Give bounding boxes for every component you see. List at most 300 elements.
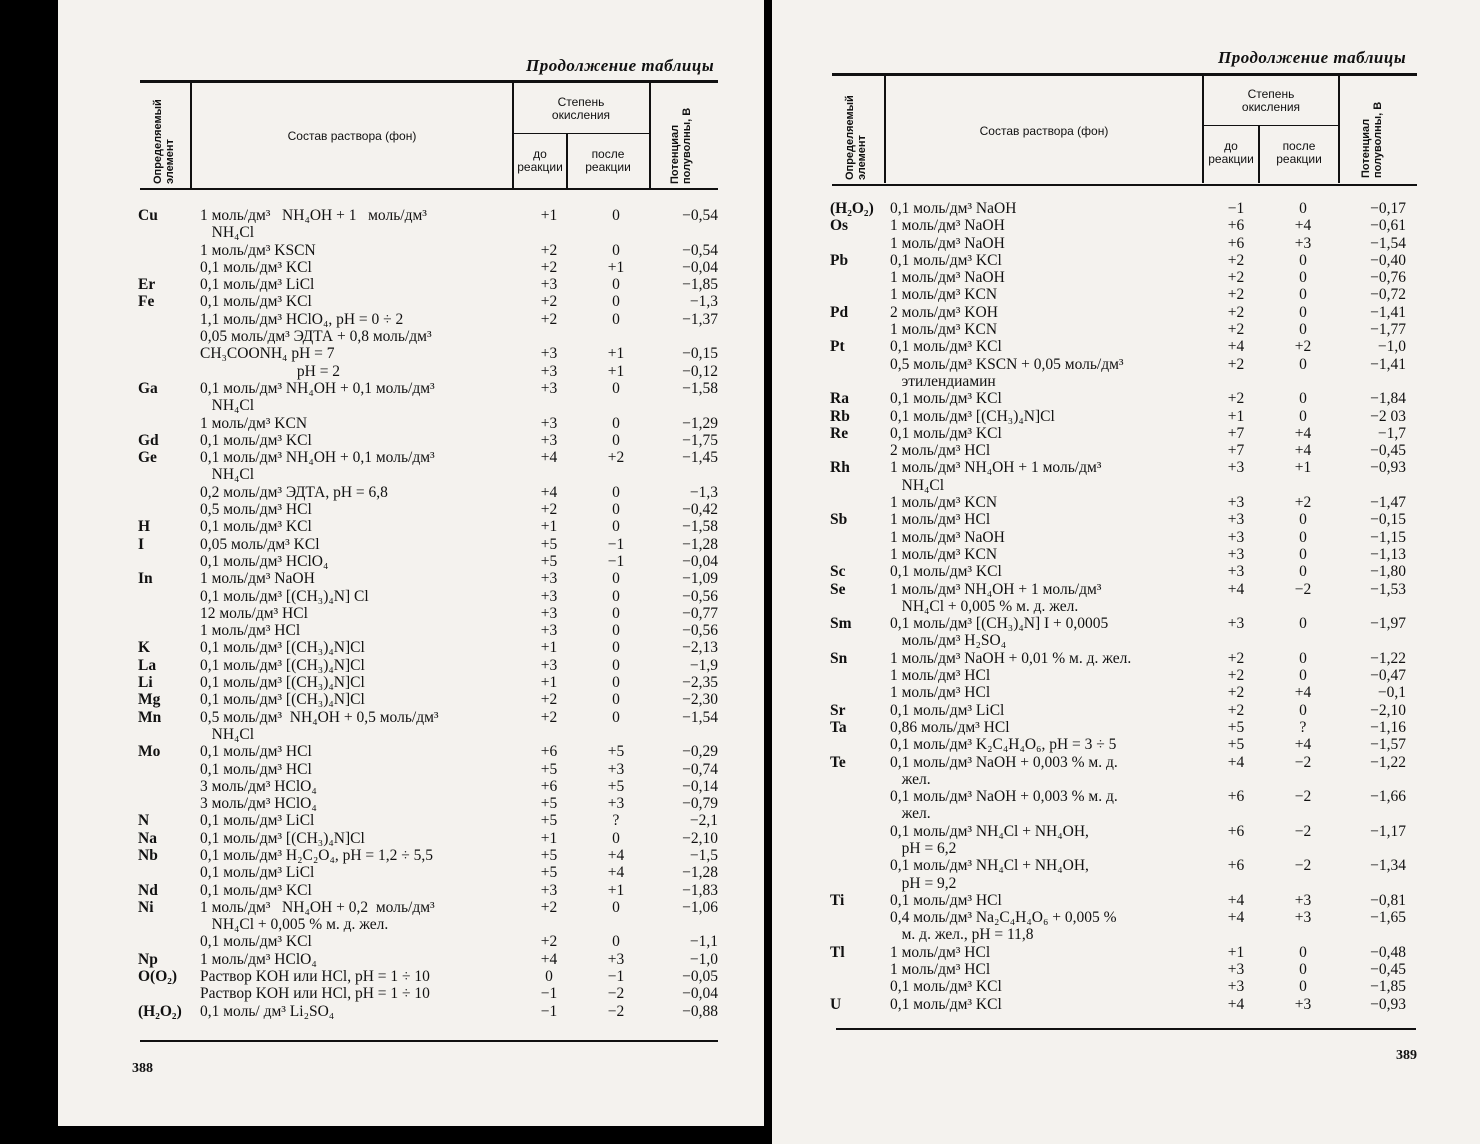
element-cell: Ga (138, 379, 158, 397)
composition-cell: 0,1 моль/дм³ KCl (890, 424, 1002, 442)
element-cell: Sm (830, 615, 852, 633)
potential-cell: −0,05 (682, 968, 718, 986)
element-cell: (H₂O₂) (138, 1002, 182, 1020)
element-cell (138, 415, 200, 432)
composition-cell: 1 моль/дм³ KCN (200, 414, 308, 432)
potential-cell: −1,28 (682, 535, 718, 553)
potential-cell: −1,13 (1370, 545, 1406, 563)
potential-cell: −1,29 (682, 414, 718, 432)
table-row (138, 691, 718, 708)
ox-after-cell: −2 (1294, 788, 1312, 806)
composition-cell: 0,1 моль/дм³ H₂C₂O₄, pH = 1,2 ÷ 5,5 (200, 846, 434, 864)
potential-cell: −1,41 (1370, 303, 1406, 321)
ox-before-cell: +4 (1227, 995, 1245, 1013)
potential-cell: −0,54 (682, 241, 718, 259)
ox-after-cell: −2 (1294, 580, 1312, 598)
ox-before-cell: −1 (1227, 200, 1245, 217)
potential-cell: −0,93 (1370, 459, 1406, 477)
composition-cell: 1 моль/дм³ NH₄OH + 1 моль/дм³ (890, 580, 1102, 598)
potential-cell: −0,81 (1370, 891, 1406, 909)
header-before: до реакции (1208, 139, 1254, 166)
ox-before-cell: +3 (540, 345, 558, 363)
composition-cell: NH₄Cl (890, 476, 945, 494)
element-cell: Mo (138, 743, 161, 761)
potential-cell (1342, 926, 1406, 943)
composition-cell: 0,1 моль/дм³ HCl (200, 743, 312, 761)
element-cell (138, 311, 200, 328)
table-row (138, 259, 718, 276)
ox-after-cell: 0 (1299, 649, 1307, 667)
table-row (830, 286, 1406, 303)
table-row (830, 823, 1406, 840)
composition-cell: моль/дм³ H₂SO₄ (890, 632, 1007, 650)
element-cell (138, 622, 200, 639)
ox-after-cell: 0 (612, 241, 620, 259)
composition-cell: 3 моль/дм³ HClO₄ (200, 777, 317, 795)
ox-after-cell: 0 (1299, 563, 1307, 581)
table-row (138, 276, 718, 293)
table-row (138, 570, 718, 587)
composition-cell: 0,1 моль/дм³ KCl (890, 978, 1002, 996)
ox-before-cell: +3 (1227, 528, 1245, 546)
ox-after-cell (576, 466, 656, 483)
table-row (138, 968, 718, 985)
potential-cell: −1,57 (1370, 736, 1406, 754)
ox-after-cell: +3 (1294, 891, 1312, 909)
header-oxidation: Степень окисления (1241, 87, 1301, 114)
potential-cell: −2,30 (682, 691, 718, 709)
composition-cell: CH₃COONH₄ pH = 7 (200, 345, 335, 363)
composition-cell: 0,1 моль/дм³ KCl (200, 431, 312, 449)
potential-cell: −1,80 (1370, 563, 1406, 581)
potential-cell (1342, 598, 1406, 615)
element-cell (830, 840, 890, 857)
potential-cell: −1,7 (1377, 424, 1406, 442)
table-row (138, 363, 718, 380)
ox-after-cell: +3 (1294, 234, 1312, 252)
composition-cell: 2 моль/дм³ KOH (890, 303, 998, 321)
element-cell: Re (830, 424, 849, 442)
ox-after-cell: +4 (607, 846, 625, 864)
ox-after-cell: 0 (1299, 961, 1307, 979)
table-row (830, 511, 1406, 528)
potential-cell (1342, 373, 1406, 390)
element-cell (830, 321, 890, 338)
element-cell: N (138, 812, 150, 830)
potential-cell: −1,28 (682, 864, 718, 882)
composition-cell: 0,1 моль/дм³ [(CH₃)₄N]Cl (200, 674, 365, 692)
ox-after-cell (1264, 598, 1342, 615)
table-row (830, 356, 1406, 373)
potential-cell: −1,41 (1370, 355, 1406, 373)
potential-cell: −1,58 (682, 379, 718, 397)
potential-cell: −1,15 (1370, 528, 1406, 546)
potential-cell: −1,53 (1370, 580, 1406, 598)
ox-before-cell: +2 (540, 293, 558, 311)
ox-after-cell: 0 (612, 604, 620, 622)
composition-cell: 0,1 моль/дм³ NH₄Cl + NH₄OH, (890, 822, 1089, 840)
header-potential: Потенциал полуволны, В (1360, 101, 1384, 178)
potential-cell: −1,3 (689, 483, 718, 501)
table-row (830, 252, 1406, 269)
table-row (830, 996, 1406, 1013)
potential-cell: −1,37 (682, 310, 718, 328)
potential-cell: −0,56 (682, 622, 718, 640)
element-cell: Ni (138, 898, 154, 916)
composition-cell: 0,1 моль/дм³ KCl (200, 293, 312, 311)
composition-cell: 0,1 моль/дм³ LiCl (200, 864, 315, 882)
ox-before-cell: +4 (1227, 580, 1245, 598)
ox-after-cell (1264, 805, 1342, 822)
table-row (138, 639, 718, 656)
table-row (830, 304, 1406, 321)
ox-after-cell: ? (612, 812, 620, 830)
composition-cell: 1 моль/дм³ KCN (890, 494, 998, 512)
potential-cell: −0,93 (1370, 995, 1406, 1013)
table-row (830, 546, 1406, 563)
ox-after-cell: 0 (612, 276, 620, 294)
ox-after-cell (1264, 875, 1342, 892)
table-row (138, 795, 718, 812)
composition-cell: 1 моль/дм³ NaOH + 0,01 % м. д. жел. (890, 649, 1132, 667)
potential-cell: −0,45 (1370, 442, 1406, 460)
ox-after-cell: 0 (612, 431, 620, 449)
potential-cell: −0,61 (1370, 217, 1406, 235)
ox-after-cell (1264, 477, 1342, 494)
table-row (830, 909, 1406, 926)
element-cell: Gd (138, 431, 159, 449)
page-number: 389 (1396, 1048, 1417, 1063)
table-row (830, 805, 1406, 822)
table-row (138, 397, 718, 414)
potential-cell: −2,35 (682, 674, 718, 692)
ox-before-cell: +3 (1227, 459, 1245, 477)
ox-after-cell: 0 (1299, 943, 1307, 961)
header-oxidation: Степень окисления (551, 95, 611, 122)
ox-after-cell: 0 (1299, 200, 1307, 217)
element-cell: O(O₂) (138, 968, 178, 986)
ox-before-cell: +4 (540, 449, 558, 467)
element-cell (138, 484, 200, 501)
table-row (138, 657, 718, 674)
potential-cell: −1,0 (689, 950, 718, 968)
table-row (138, 449, 718, 466)
ox-after-cell: −2 (1294, 822, 1312, 840)
ox-before-cell: +6 (540, 777, 558, 795)
ox-before-cell: +2 (1227, 667, 1245, 685)
composition-cell: 0,4 моль/дм³ Na₂C₄H₄O₆ + 0,005 % (890, 909, 1117, 927)
potential-cell: −1,97 (1370, 615, 1406, 633)
table-body (138, 207, 718, 1020)
element-cell (830, 978, 890, 995)
element-cell: Cu (138, 207, 158, 224)
composition-cell: 1 моль/дм³ HCl (200, 622, 301, 640)
ox-before-cell: +3 (1227, 978, 1245, 996)
element-cell: Fe (138, 293, 155, 311)
table-row (830, 857, 1406, 874)
element-cell: Er (138, 276, 156, 294)
composition-cell: 0,1 моль/дм³ HCl (890, 891, 1002, 909)
potential-cell: −0,04 (682, 258, 718, 276)
element-cell (830, 598, 890, 615)
ox-before-cell: +2 (1227, 684, 1245, 702)
potential-cell: −1,09 (682, 570, 718, 588)
potential-cell: −1,1 (689, 933, 718, 951)
table-row (830, 563, 1406, 580)
ox-before-cell: +3 (540, 414, 558, 432)
composition-cell: 0,1 моль/дм³ KCl (890, 338, 1002, 356)
header-divider (649, 82, 651, 188)
ox-before-cell: +4 (1227, 753, 1245, 771)
composition-cell: 1 моль/дм³ HCl (890, 684, 991, 702)
table-row (138, 847, 718, 864)
ox-before-cell: +2 (540, 241, 558, 259)
element-cell: Ti (830, 891, 845, 909)
composition-cell: 0,1 моль/дм³ LiCl (890, 701, 1005, 719)
ox-before-cell: +3 (1227, 615, 1245, 633)
table-row (830, 667, 1406, 684)
table-row (830, 632, 1406, 649)
header-subrule (513, 133, 649, 134)
composition-cell: 1 моль/дм³ HCl (890, 943, 991, 961)
ox-before-cell: +3 (540, 604, 558, 622)
composition-cell: жел. (890, 805, 931, 823)
element-cell (138, 916, 200, 933)
ox-before-cell: +7 (1227, 442, 1245, 460)
composition-cell: этилендиамин (890, 372, 996, 390)
header-bottom-rule (832, 184, 1417, 186)
element-cell (138, 985, 200, 1002)
ox-before-cell: +3 (540, 881, 558, 899)
ox-after-cell: 0 (1299, 355, 1307, 373)
ox-before-cell (1208, 477, 1264, 494)
composition-cell: 1 моль/дм³ HCl (890, 961, 991, 979)
composition-cell: 1 моль/дм³ NH₄OH + 1 моль/дм³ (200, 207, 427, 224)
table-top-rule (832, 73, 1417, 76)
ox-before-cell: +2 (540, 501, 558, 519)
potential-cell: −0,76 (1370, 269, 1406, 287)
element-cell: Pb (830, 251, 849, 269)
element-cell: U (830, 995, 842, 1013)
ox-before-cell (522, 466, 576, 483)
composition-cell: 0,1 моль/дм³ KCl (890, 995, 1002, 1013)
header-subrule (1203, 125, 1338, 126)
composition-cell: 0,1 моль/дм³ KCl (200, 518, 312, 536)
table-row (138, 588, 718, 605)
table-row (138, 553, 718, 570)
element-cell (830, 477, 890, 494)
composition-cell: pH = 2 (200, 362, 341, 380)
element-cell (138, 933, 200, 950)
ox-before-cell: +4 (540, 483, 558, 501)
composition-cell: 0,1 моль/дм³ [(CH₃)₄N] Cl (200, 587, 369, 605)
table-row (138, 345, 718, 362)
potential-cell: −0,42 (682, 501, 718, 519)
ox-after-cell: 0 (1299, 390, 1307, 408)
composition-cell: 0,1 моль/дм³ K₂C₄H₄O₆, pH = 3 ÷ 5 (890, 736, 1117, 754)
ox-before-cell: −1 (540, 985, 558, 1003)
table-row (830, 926, 1406, 943)
composition-cell: 0,1 моль/дм³ NH₄Cl + NH₄OH, (890, 857, 1089, 875)
potential-cell: −0,1 (1377, 684, 1406, 702)
left-page (58, 0, 764, 1126)
ox-after-cell: 0 (612, 898, 620, 916)
ox-after-cell (576, 328, 656, 345)
composition-cell: NH₄Cl (200, 224, 255, 242)
ox-after-cell: 0 (1299, 303, 1307, 321)
ox-before-cell (522, 328, 576, 345)
potential-cell: −0,04 (682, 985, 718, 1003)
composition-cell: 0,1 моль/дм³ KCl (200, 258, 312, 276)
composition-cell: 1 моль/дм³ NH₄OH + 0,2 моль/дм³ (200, 898, 435, 916)
header-divider (1202, 75, 1204, 183)
ox-after-cell: 0 (1299, 615, 1307, 633)
ox-after-cell: +4 (1294, 736, 1312, 754)
ox-before-cell: +2 (1227, 269, 1245, 287)
element-cell: Os (830, 217, 849, 235)
table-row (830, 702, 1406, 719)
composition-cell: 0,5 моль/дм³ KSCN + 0,05 моль/дм³ (890, 355, 1124, 373)
ox-after-cell: 0 (612, 483, 620, 501)
header-potential: Потенциал полуволны, В (669, 107, 693, 184)
element-cell: Ge (138, 449, 157, 467)
table-row (830, 390, 1406, 407)
element-cell: La (138, 656, 157, 674)
potential-cell: −2,10 (682, 829, 718, 847)
potential-cell: −0,72 (1370, 286, 1406, 304)
ox-after-cell: +1 (607, 345, 625, 363)
element-cell: Tl (830, 943, 845, 961)
potential-cell (1342, 840, 1406, 857)
ox-before-cell: +4 (1227, 891, 1245, 909)
ox-after-cell (576, 726, 656, 743)
header-after: после реакции (585, 147, 631, 174)
element-cell: Se (830, 580, 846, 598)
ox-after-cell (576, 224, 656, 241)
composition-cell: 0,1 моль/дм³ KCl (200, 881, 312, 899)
composition-cell: 12 моль/дм³ HCl (200, 604, 308, 622)
potential-cell: −1,75 (682, 431, 718, 449)
ox-before-cell: 0 (545, 968, 553, 986)
ox-before-cell (522, 916, 576, 933)
header-divider (566, 134, 568, 188)
potential-cell: −0,04 (682, 552, 718, 570)
ox-before-cell (522, 726, 576, 743)
ox-after-cell: +3 (1294, 995, 1312, 1013)
ox-before-cell: +5 (1227, 718, 1245, 736)
table-row (830, 650, 1406, 667)
header-element: Определяемый элемент (152, 99, 176, 184)
table-row (138, 985, 718, 1002)
table-row (830, 477, 1406, 494)
ox-before-cell (1208, 840, 1264, 857)
potential-cell: −1,34 (1370, 857, 1406, 875)
table-row (138, 605, 718, 622)
element-cell (830, 286, 890, 303)
potential-cell (656, 224, 718, 241)
ox-after-cell: 0 (1299, 251, 1307, 269)
table-row (830, 442, 1406, 459)
composition-cell: 0,1 моль/дм³ NH₄OH + 0,1 моль/дм³ (200, 449, 435, 467)
ox-after-cell: 0 (1299, 511, 1307, 529)
element-cell: In (138, 570, 153, 588)
ox-before-cell: +4 (540, 950, 558, 968)
table-bottom-rule (140, 1040, 718, 1042)
ox-after-cell: 0 (612, 414, 620, 432)
table-row (138, 328, 718, 345)
element-cell: Nd (138, 881, 158, 899)
table-row (138, 466, 718, 483)
ox-after-cell: 0 (1299, 978, 1307, 996)
ox-before-cell (1208, 598, 1264, 615)
element-cell: Ra (830, 390, 849, 408)
composition-cell: 1 моль/дм³ HCl (890, 511, 991, 529)
table-row (138, 882, 718, 899)
element-cell: Pd (830, 303, 849, 321)
composition-cell: 1 моль/дм³ HClO₄ (200, 950, 317, 968)
composition-cell: 0,1 моль/дм³ NaOH (890, 200, 1017, 217)
ox-before-cell: +6 (1227, 822, 1245, 840)
ox-before-cell: +3 (540, 587, 558, 605)
table-row (138, 501, 718, 518)
potential-cell: −1,3 (689, 293, 718, 311)
ox-after-cell: +4 (1294, 217, 1312, 235)
table-top-rule (140, 80, 718, 83)
table-row (138, 311, 718, 328)
table-row (830, 615, 1406, 632)
ox-before-cell: +3 (540, 656, 558, 674)
table-row (138, 536, 718, 553)
composition-cell: 0,1 моль/дм³ KCl (200, 933, 312, 951)
ox-before-cell: +3 (540, 276, 558, 294)
table-row (830, 269, 1406, 286)
composition-cell: 1,1 моль/дм³ HClO₄, pH = 0 ÷ 2 (200, 310, 404, 328)
table-row (138, 830, 718, 847)
composition-cell: 1 моль/дм³ NH₄OH + 1 моль/дм³ (890, 459, 1102, 477)
composition-cell: 0,05 моль/дм³ ЭДТА + 0,8 моль/дм³ (200, 328, 432, 346)
ox-before-cell: +6 (1227, 234, 1245, 252)
table-row (830, 425, 1406, 442)
composition-cell: 0,1 моль/дм³ HClO₄ (200, 552, 329, 570)
ox-after-cell: 0 (1299, 321, 1307, 339)
composition-cell: 0,1 моль/дм³ [(CH₃)₄N]Cl (200, 656, 365, 674)
element-cell: I (138, 535, 145, 553)
ox-after-cell: +2 (1294, 338, 1312, 356)
composition-cell: NH₄Cl + 0,005 % м. д. жел. (890, 597, 1079, 615)
ox-before-cell: +2 (1227, 649, 1245, 667)
composition-cell: NH₄Cl (200, 466, 255, 484)
ox-after-cell: 0 (612, 207, 620, 224)
composition-cell: 0,1 моль/дм³ [(CH₃)₄N]Cl (200, 691, 365, 709)
ox-before-cell: −1 (540, 1002, 558, 1020)
composition-cell: 0,1 моль/дм³ LiCl (200, 276, 315, 294)
potential-cell: −1,47 (1370, 494, 1406, 512)
ox-before-cell: +3 (1227, 511, 1245, 529)
ox-before-cell: +3 (540, 379, 558, 397)
potential-cell: −1,85 (1370, 978, 1406, 996)
header-bottom-rule (140, 188, 718, 190)
ox-before-cell: +2 (1227, 251, 1245, 269)
potential-cell: −0,47 (1370, 667, 1406, 685)
potential-cell: −0,88 (682, 1002, 718, 1020)
table-row (138, 674, 718, 691)
table-continuation-caption: Продолжение таблицы (1218, 48, 1407, 67)
composition-cell: 0,5 моль/дм³ HCl (200, 501, 312, 519)
ox-after-cell: +5 (607, 743, 625, 761)
ox-before-cell: +5 (540, 795, 558, 813)
table-row (830, 840, 1406, 857)
composition-cell: жел. (890, 770, 931, 788)
